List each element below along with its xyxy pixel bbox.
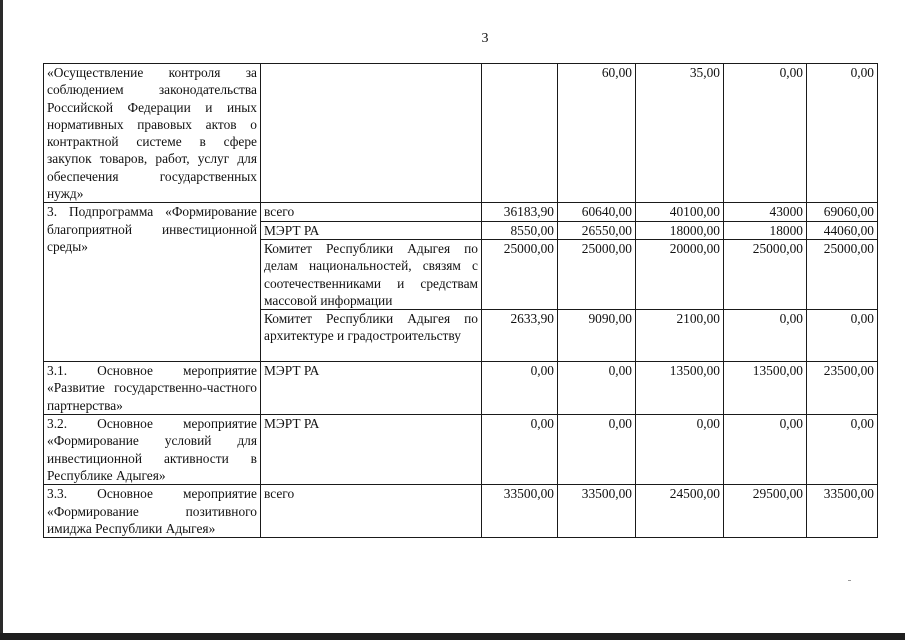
program-name-cell: 3.2. Основное мероприятие «Формирование условий для инвестиционной активности в Республике Адыгея» bbox=[44, 415, 261, 485]
value-cell: 33500,00 bbox=[558, 485, 636, 538]
value-cell: 25000,00 bbox=[482, 239, 558, 309]
table-row bbox=[44, 485, 878, 538]
value-cell: 69060,00 bbox=[807, 203, 878, 221]
value-cell: 18000 bbox=[724, 221, 807, 239]
value-cell: 35,00 bbox=[636, 64, 724, 203]
value-cell bbox=[482, 64, 558, 203]
value-cell: 0,00 bbox=[482, 362, 558, 415]
value-cell: 60,00 bbox=[558, 64, 636, 203]
value-cell: 8550,00 bbox=[482, 221, 558, 239]
program-name-cell: 3. Подпрограмма «Формирование благоприятной инвестиционной среды» bbox=[44, 203, 261, 362]
value-cell: 24500,00 bbox=[636, 485, 724, 538]
table-row bbox=[44, 415, 878, 485]
value-cell: 44060,00 bbox=[807, 221, 878, 239]
value-cell: 25000,00 bbox=[807, 239, 878, 309]
executor-cell: Комитет Республики Адыгея по архитектуре и градостроительству bbox=[261, 310, 482, 362]
value-cell: 2633,90 bbox=[482, 310, 558, 362]
value-cell: 25000,00 bbox=[558, 239, 636, 309]
value-cell: 26550,00 bbox=[558, 221, 636, 239]
scan-left-edge bbox=[0, 0, 3, 640]
value-cell: 25000,00 bbox=[724, 239, 807, 309]
value-cell: 0,00 bbox=[558, 362, 636, 415]
page-number: 3 bbox=[481, 31, 489, 46]
executor-cell: всего bbox=[261, 485, 482, 538]
value-cell: 29500,00 bbox=[724, 485, 807, 538]
executor-cell: МЭРТ РА bbox=[261, 362, 482, 415]
program-name-cell: 3.3. Основное мероприятие «Формирование позитивного имиджа Республики Адыгея» bbox=[44, 485, 261, 538]
executor-cell: всего bbox=[261, 203, 482, 221]
value-cell: 0,00 bbox=[724, 310, 807, 362]
budget-table bbox=[43, 63, 878, 538]
scan-bottom-edge bbox=[0, 633, 905, 640]
value-cell: 13500,00 bbox=[636, 362, 724, 415]
value-cell: 40100,00 bbox=[636, 203, 724, 221]
value-cell: 43000 bbox=[724, 203, 807, 221]
value-cell: 33500,00 bbox=[807, 485, 878, 538]
value-cell: 23500,00 bbox=[807, 362, 878, 415]
value-cell: 0,00 bbox=[807, 310, 878, 362]
value-cell: 0,00 bbox=[724, 415, 807, 485]
table-row bbox=[44, 362, 878, 415]
value-cell: 0,00 bbox=[807, 64, 878, 203]
value-cell: 60640,00 bbox=[558, 203, 636, 221]
value-cell: 0,00 bbox=[482, 415, 558, 485]
value-cell: 2100,00 bbox=[636, 310, 724, 362]
value-cell: 0,00 bbox=[807, 415, 878, 485]
executor-cell: МЭРТ РА bbox=[261, 415, 482, 485]
executor-cell: МЭРТ РА bbox=[261, 221, 482, 239]
value-cell: 20000,00 bbox=[636, 239, 724, 309]
executor-cell: Комитет Республики Адыгея по делам национальностей, связям с соотечественниками и средствам массовой информации bbox=[261, 239, 482, 309]
value-cell: 13500,00 bbox=[724, 362, 807, 415]
value-cell: 0,00 bbox=[636, 415, 724, 485]
value-cell: 36183,90 bbox=[482, 203, 558, 221]
scan-speck bbox=[848, 580, 851, 581]
value-cell: 0,00 bbox=[724, 64, 807, 203]
table-row bbox=[44, 64, 878, 203]
value-cell: 18000,00 bbox=[636, 221, 724, 239]
table-row bbox=[44, 203, 878, 221]
program-name-cell: «Осуществление контроля за соблюдением законодательства Российской Федерации и иных нормативных правовых актов о контрактной системе в сфере закупок товаров, работ, услуг для обеспечения государственных нужд» bbox=[44, 64, 261, 203]
executor-cell bbox=[261, 64, 482, 203]
value-cell: 9090,00 bbox=[558, 310, 636, 362]
program-name-cell: 3.1. Основное мероприятие «Развитие государственно-частного партнерства» bbox=[44, 362, 261, 415]
value-cell: 33500,00 bbox=[482, 485, 558, 538]
value-cell: 0,00 bbox=[558, 415, 636, 485]
